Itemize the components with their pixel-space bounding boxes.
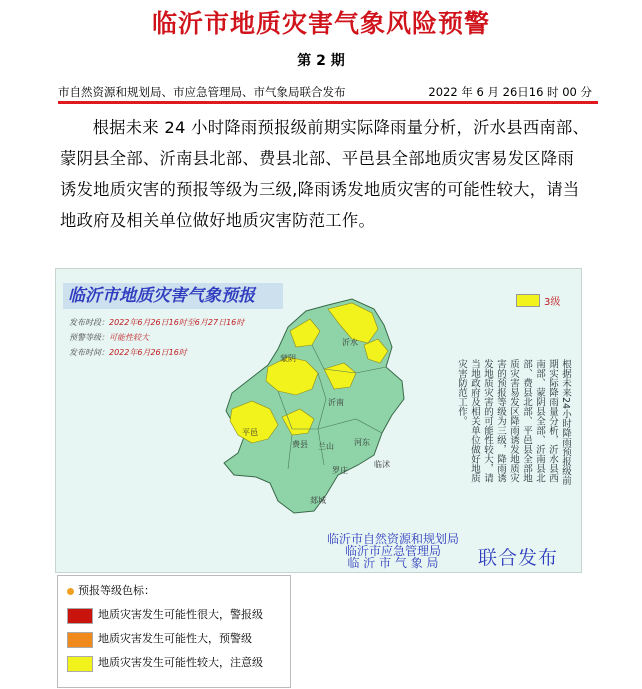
map-period-label: 发布时段： [69,318,109,327]
place-mengyin: 蒙阴 [280,354,296,363]
legend-label-yellow: 地质灾害发生可能性较大，注意级 [98,656,263,669]
legend-swatch-yellow [67,656,93,672]
agency-2: 临沂市应急管理局 [344,544,441,558]
color-legend [57,575,291,688]
issue-number: 第 2 期 [297,53,345,69]
map-time-label: 发布时间： [69,348,109,357]
legend-swatch-red [67,608,93,624]
map-title: 临沂市地质灾害气象预报 [63,283,283,309]
map-legend-swatch [516,294,540,307]
map-vertical-text: 根据未来24小时降雨预报级前期实际降雨量分析，沂水县西南部、蒙阴县全部、沂南县北部、费县北部、平邑县全部地质灾害易发区降雨诱发地质灾害的预报等级为三级，降雨诱发地质灾害的可能性较大，请当地政府及相关单位做好地质灾害防范工作。 [456,359,571,486]
publisher-line [58,84,596,102]
joint-release: 联合发布 [478,547,559,569]
bullet-icon [67,588,74,595]
legend-swatch-orange [67,632,93,648]
map-time-value: 2022年6月26日16时 [109,348,187,357]
header-divider [58,101,598,104]
publish-date: 2022 年 6 月 26日16 时 00 分 [428,85,592,99]
map-agencies [318,533,468,569]
agency-3: 临 沂 市 气 象 局 [347,556,439,570]
color-legend-title [67,582,155,598]
place-luozhuang: 罗庄 [332,466,348,475]
place-yinan: 沂南 [328,398,344,407]
body-paragraph: 根据未来 24 小时降雨预报级前期实际降雨量分析，沂水县西南部、蒙阴县全部、沂南县北部、费县北部、平邑县全部地质灾害易发区降雨诱发地质灾害的预报等级为三级,降雨诱发地质灾害的可能性较大，请当地政府及相关单位做好地质灾害防范工作。 [60,118,590,230]
map-legend-label: 3级 [544,297,561,308]
agency-1: 临沂市自然资源和规划局 [326,532,459,546]
page-title: 临沂市地质灾害气象风险预警 [151,9,490,38]
legend-label-red: 地质灾害发生可能性很大，警报级 [98,608,263,621]
place-tancheng: 郯城 [310,496,326,505]
forecast-map-panel [55,268,582,573]
legend-label-orange: 地质灾害发生可能性大，预警级 [98,632,252,645]
map-time [69,347,187,358]
place-hedong: 河东 [354,438,370,447]
map-period-value: 2022年6月26日16时至6月27日16时 [109,318,245,327]
color-legend-title-text: 预报等级色标： [78,584,155,597]
map-level-value: 可能性较大 [109,333,149,342]
place-pingyi: 平邑 [242,428,258,437]
map-level [69,332,149,343]
map-level-label: 预警等级： [69,333,109,342]
map-period [69,317,244,328]
place-fei: 费县 [292,440,308,449]
place-lanshan: 兰山 [318,442,334,451]
place-yishui: 沂水 [342,338,358,347]
publishers: 市自然资源和规划局、市应急管理局、市气象局联合发布 [58,85,346,99]
place-linshu: 临沭 [374,460,390,469]
